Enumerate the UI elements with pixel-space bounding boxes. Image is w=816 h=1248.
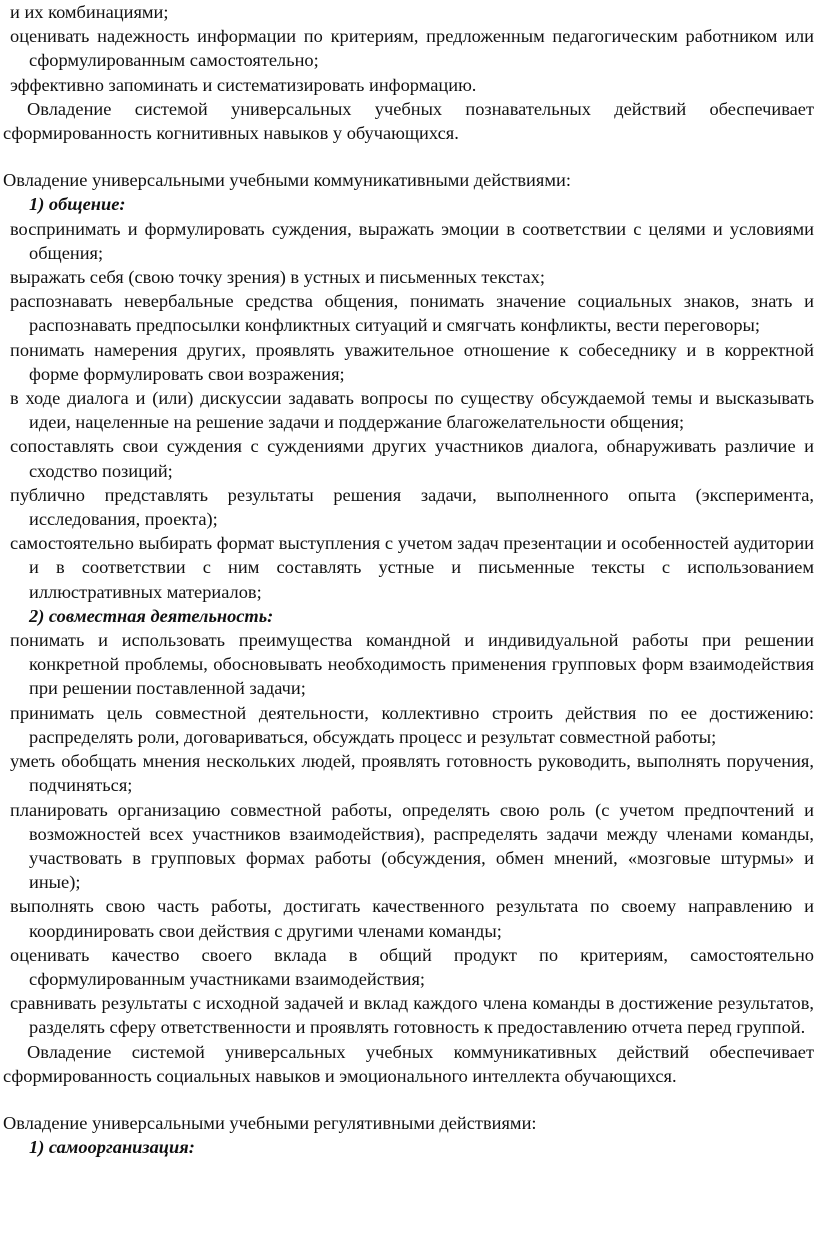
list-item: выполнять свою часть работы, достигать качественного результата по своему направлению и координировать свои действия с другими членами команды; [10,896,814,941]
list-item: распознавать невербальные средства общения, понимать значение социальных знаков, знать и распознавать предпосылки конфликтных ситуаций и смягчать конфликты, вести переговоры; [10,291,814,336]
summary-paragraph: Овладение системой универсальных учебных познавательных действий обеспечивает сформированность когнитивных навыков у обучающихся. [3,98,814,144]
list-item: понимать и использовать преимущества командной и индивидуальной работы при решении конкретной проблемы, обосновывать необходимость применения групповых форм взаимодействия при решении поставленной задачи; [10,630,814,699]
subsection-title: 1) общение: [29,194,126,215]
list-item: принимать цель совместной деятельности, коллективно строить действия по ее достижению: распределять роли, договариваться, обсуждать процесс и результат совместной работы; [10,702,814,747]
spacer [3,145,814,168]
list-item: оценивать качество своего вклада в общий продукт по критериям, самостоятельно сформулированным участниками взаимодействия; [10,944,814,989]
list-item: эффективно запоминать и систематизировать информацию. [10,74,477,95]
list-item: в ходе диалога и (или) дискуссии задавать вопросы по существу обсуждаемой темы и высказывать идеи, нацеленные на решение задачи и поддержание благожелательности общения; [10,388,814,433]
subsection-title: 1) самоорганизация: [29,1137,195,1158]
list-item: самостоятельно выбирать формат выступления с учетом задач презентации и особенностей аудитории и в соответствии с ним составлять устные и письменные тексты с использованием иллюстративных материалов; [10,533,814,602]
section-heading: Овладение универсальными учебными коммуникативными действиями: [3,170,571,191]
list-item: и их комбинациями; [10,2,169,22]
list-item: сопоставлять свои суждения с суждениями других участников диалога, обнаруживать различие и сходство позиций; [10,436,814,481]
spacer [3,1088,814,1111]
list-item: сравнивать результаты с исходной задачей и вклад каждого члена команды в достижение результатов, разделять сферу ответственности и проявлять готовность к предоставлению отчета перед группой. [10,993,814,1038]
list-item: публично представлять результаты решения задачи, выполненного опыта (эксперимента, исследования, проекта); [10,484,814,530]
list-item: выражать себя (свою точку зрения) в устных и письменных текстах; [10,267,545,288]
subsection-title: 2) совместная деятельность: [29,605,274,626]
list-item: уметь обобщать мнения нескольких людей, проявлять готовность руководить, выполнять поручения, подчиняться; [10,751,814,796]
list-item: понимать намерения других, проявлять уважительное отношение к собеседнику и в корректной форме формулировать свои возражения; [10,339,814,384]
list-item: оценивать надежность информации по критериям, предложенным педагогическим работником или сформулированным самостоятельно; [10,26,814,71]
section-heading: Овладение универсальными учебными регулятивными действиями: [3,1112,537,1133]
summary-paragraph: Овладение системой универсальных учебных коммуникативных действий обеспечивает сформированность социальных навыков и эмоционального интеллекта обучающихся. [3,1041,814,1086]
list-item: воспринимать и формулировать суждения, выражать эмоции в соответствии с целями и условиями общения; [10,218,814,263]
list-item: планировать организацию совместной работы, определять свою роль (с учетом предпочтений и возможностей всех участников взаимодействия), распределять задачи между членами команды, участвовать в групповых формах работы (обсуждения, обмен мнений, «мозговые штурмы» и иные); [10,799,814,893]
